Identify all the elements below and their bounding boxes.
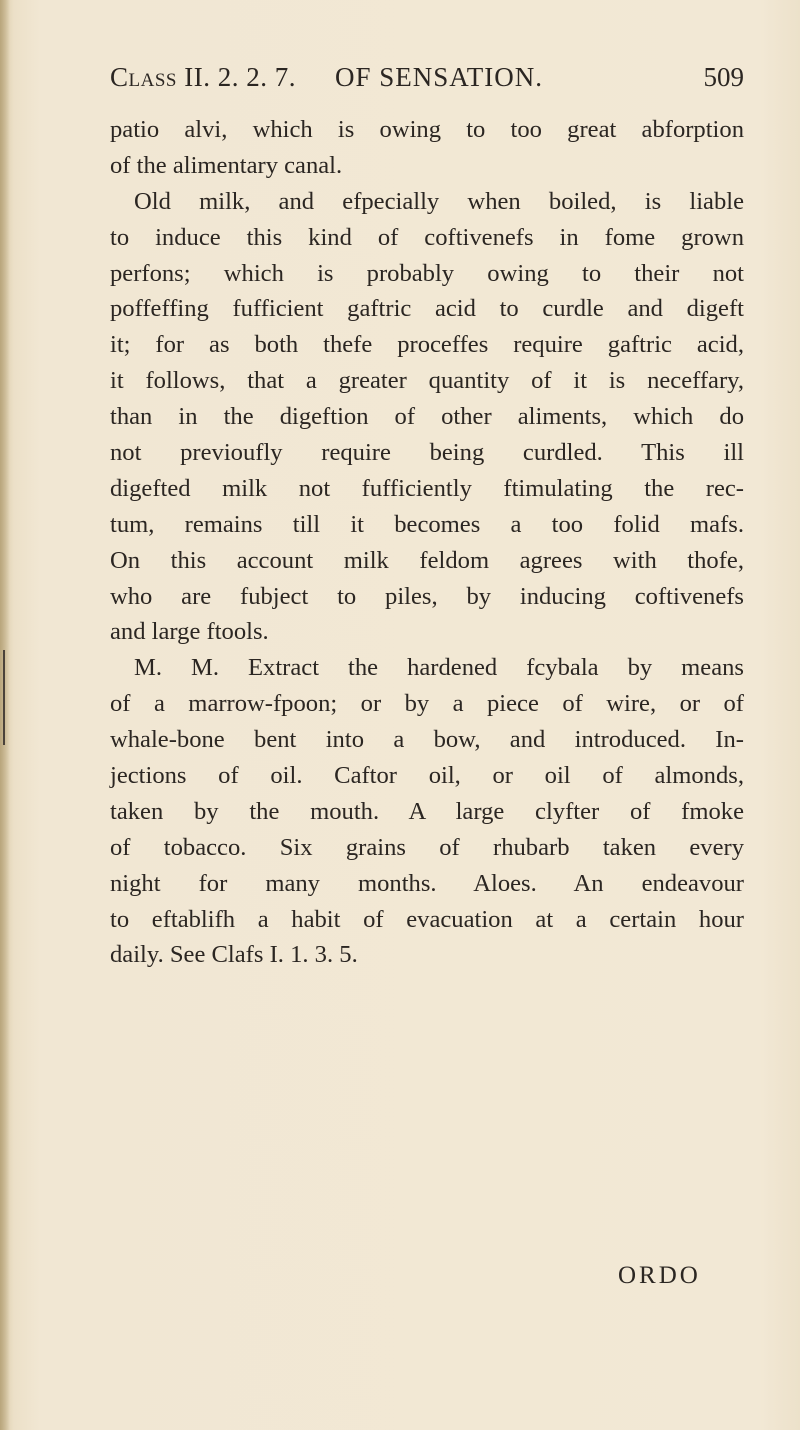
text-line: night for many months. Aloes. An endeavour — [110, 869, 744, 897]
text-line: patio alvi, which is owing to too great abforption — [110, 116, 744, 143]
class-reference: Class II. 2. 2. 7. — [110, 62, 296, 92]
text-line: to induce this kind of coftivenefs in fome grown — [110, 223, 744, 251]
text-line: who are fubject to piles, by inducing coftivenefs — [110, 582, 744, 610]
text-line: not previoufly require being curdled. This ill — [110, 439, 744, 467]
body-text — [110, 112, 744, 973]
text-line: whale-bone bent into a bow, and introduced. In- — [110, 726, 744, 754]
spine-shadow — [0, 0, 10, 1430]
text-line: poffeffing fufficient gaftric acid to curdle and digeft — [110, 295, 744, 323]
text-line: and large ftools. — [110, 618, 269, 646]
text-line: Old milk, and efpecially when boiled, is liable — [134, 187, 744, 215]
text-line: M. M. Extract the hardened fcybala by means — [134, 654, 744, 682]
text-line: tum, remains till it becomes a too folid mafs. — [110, 510, 744, 538]
running-title: OF SENSATION. — [335, 62, 544, 92]
text-line: it; for as both thefe proceffes require gaftric acid, — [110, 331, 744, 359]
text-line: of a marrow-fpoon; or by a piece of wire, or of — [110, 690, 744, 718]
page-number: 509 — [703, 62, 744, 92]
text-line: jections of oil. Caftor oil, or oil of almonds, — [110, 762, 744, 790]
text-line: to eftablifh a habit of evacuation at a certain hour — [110, 905, 744, 933]
running-header — [110, 62, 744, 102]
text-line: On this account milk feldom agrees with thofe, — [110, 546, 744, 574]
text-line: than in the digeftion of other aliments, which do — [110, 403, 744, 431]
text-line: of tobacco. Six grains of rhubarb taken every — [110, 833, 744, 861]
text-line: daily. See Clafs I. 1. 3. 5. — [110, 941, 358, 969]
text-line: perfons; which is probably owing to their not — [110, 259, 744, 287]
text-line: it follows, that a greater quantity of it is neceffary, — [110, 367, 744, 395]
margin-mark — [3, 650, 5, 745]
text-line: taken by the mouth. A large clyfter of fmoke — [110, 797, 744, 825]
text-line: digefted milk not fufficiently ftimulating the rec- — [110, 474, 744, 502]
text-line: of the alimentary canal. — [110, 151, 343, 179]
catchword: ORDO — [618, 1262, 701, 1289]
